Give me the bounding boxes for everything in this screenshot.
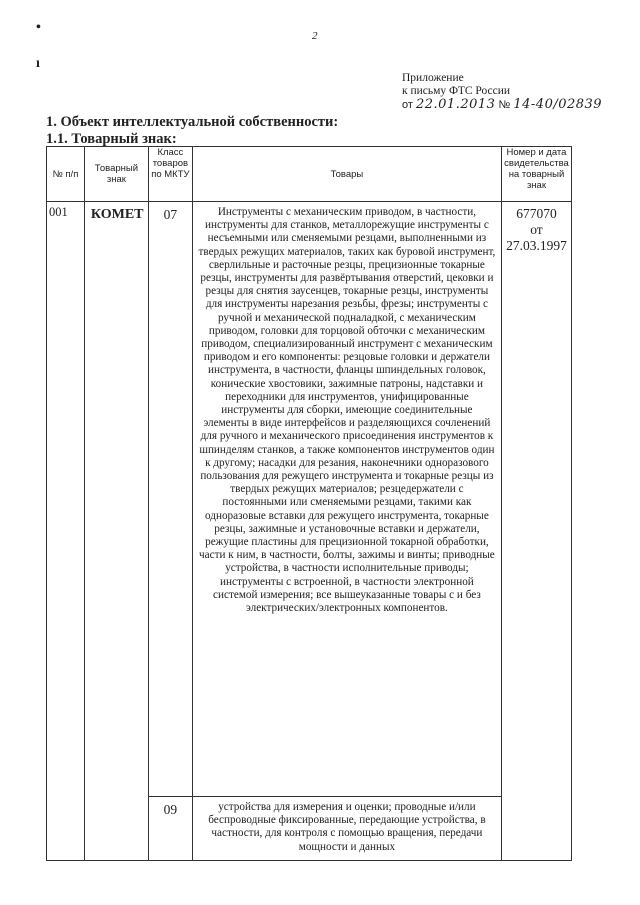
appendix-block xyxy=(402,72,612,112)
row-goods: Инструменты с механическим приводом, в частности, инструменты для станков, металлорежущие инструменты с несъемными или сменяемыми резцами, выполненными из твердых режущих материалов, таких как буровой инструмент, сверлильные и расточные резцы, прецизионные токарные резцы, инструменты для развёртывания отверстий, цековки и резцы для снятия заусенцев, токарные резцы, инструменты для инструменты нарезания резьбы, фрезы; инструменты с ручной и механической подналадкой, с механическим приводом, головки для торцовой обточки с механическим приводом, специализированный инструмент с механическим приводом и его компоненты: резцовые головки и держатели инструмента, в частности, фланцы шпиндельных головок, конические хвостовики, зажимные патроны, надставки и переходники для инструментов, унифицированные инструменты для сборки, имеющие соединительные элементы в виде интерфейсов и разделяющихся сочленений для ручного и механического присоединения инструментов к шпинделям станков, а также компонентов инструментов один к другому; насадки для резания, наконечники одноразового пользования для режущего инструмента и токарные резцы из твердых режущих материалов; резцедержатели с постоянными или сменяемыми резцами, такими как одноразовые вставки для режущего инструмента, токарные резцы, зажимные и установочные вставки и держатели, режущие пластины для прецизионной токарной обработки, части к ним, в частности, болты, зажимы и винты; приводные устройства, в частности исполнительные приводы; инструменты с встроенной, в частности электронной системой измерения; все вышеуказанные товары с и без электрических/электронных компонентов. xyxy=(192,202,501,797)
heading-object: 1. Объект интеллектуальной собственности: xyxy=(46,114,339,130)
cert-date: 27.03.1997 xyxy=(506,238,567,253)
row-certificate xyxy=(501,202,571,861)
header-class: Класс товаров по МКТУ xyxy=(148,147,192,202)
appendix-line2: к письму ФТС России xyxy=(402,85,511,97)
row-trademark: КОМЕТ xyxy=(84,202,148,861)
appendix-line1: Приложение xyxy=(402,72,464,84)
table-header-row xyxy=(47,147,572,202)
header-goods: Товары xyxy=(192,147,501,202)
appendix-number-prefix: № xyxy=(498,99,511,111)
row-num: 001 xyxy=(47,202,85,861)
row-class: 07 xyxy=(148,202,192,797)
trademark-table xyxy=(46,146,572,861)
page-number: 2 xyxy=(312,30,318,42)
appendix-date: 22.01.2013 xyxy=(415,97,496,112)
appendix-date-prefix: от xyxy=(402,99,413,111)
row-goods: устройства для измерения и оценки; проводные и/или беспроводные фиксированные, передающие устройства, в частности, для контроля с помощью вращения, передачи мощности и данных xyxy=(192,797,501,861)
margin-mark-bottom: ı xyxy=(36,56,40,71)
table-row xyxy=(47,202,572,797)
header-num: № п/п xyxy=(47,147,85,202)
cert-from: от xyxy=(530,222,543,237)
appendix-number: 14-40/02839 xyxy=(513,97,603,112)
row-class: 09 xyxy=(148,797,192,861)
appendix-ref-line xyxy=(402,98,612,112)
heading-trademark: 1.1. Товарный знак: xyxy=(46,131,177,147)
cert-number: 677070 xyxy=(516,206,557,221)
header-certificate: Номер и дата свидетельства на товарный знак xyxy=(501,147,571,202)
header-trademark: Товарный знак xyxy=(84,147,148,202)
margin-mark-top: • xyxy=(36,20,41,35)
